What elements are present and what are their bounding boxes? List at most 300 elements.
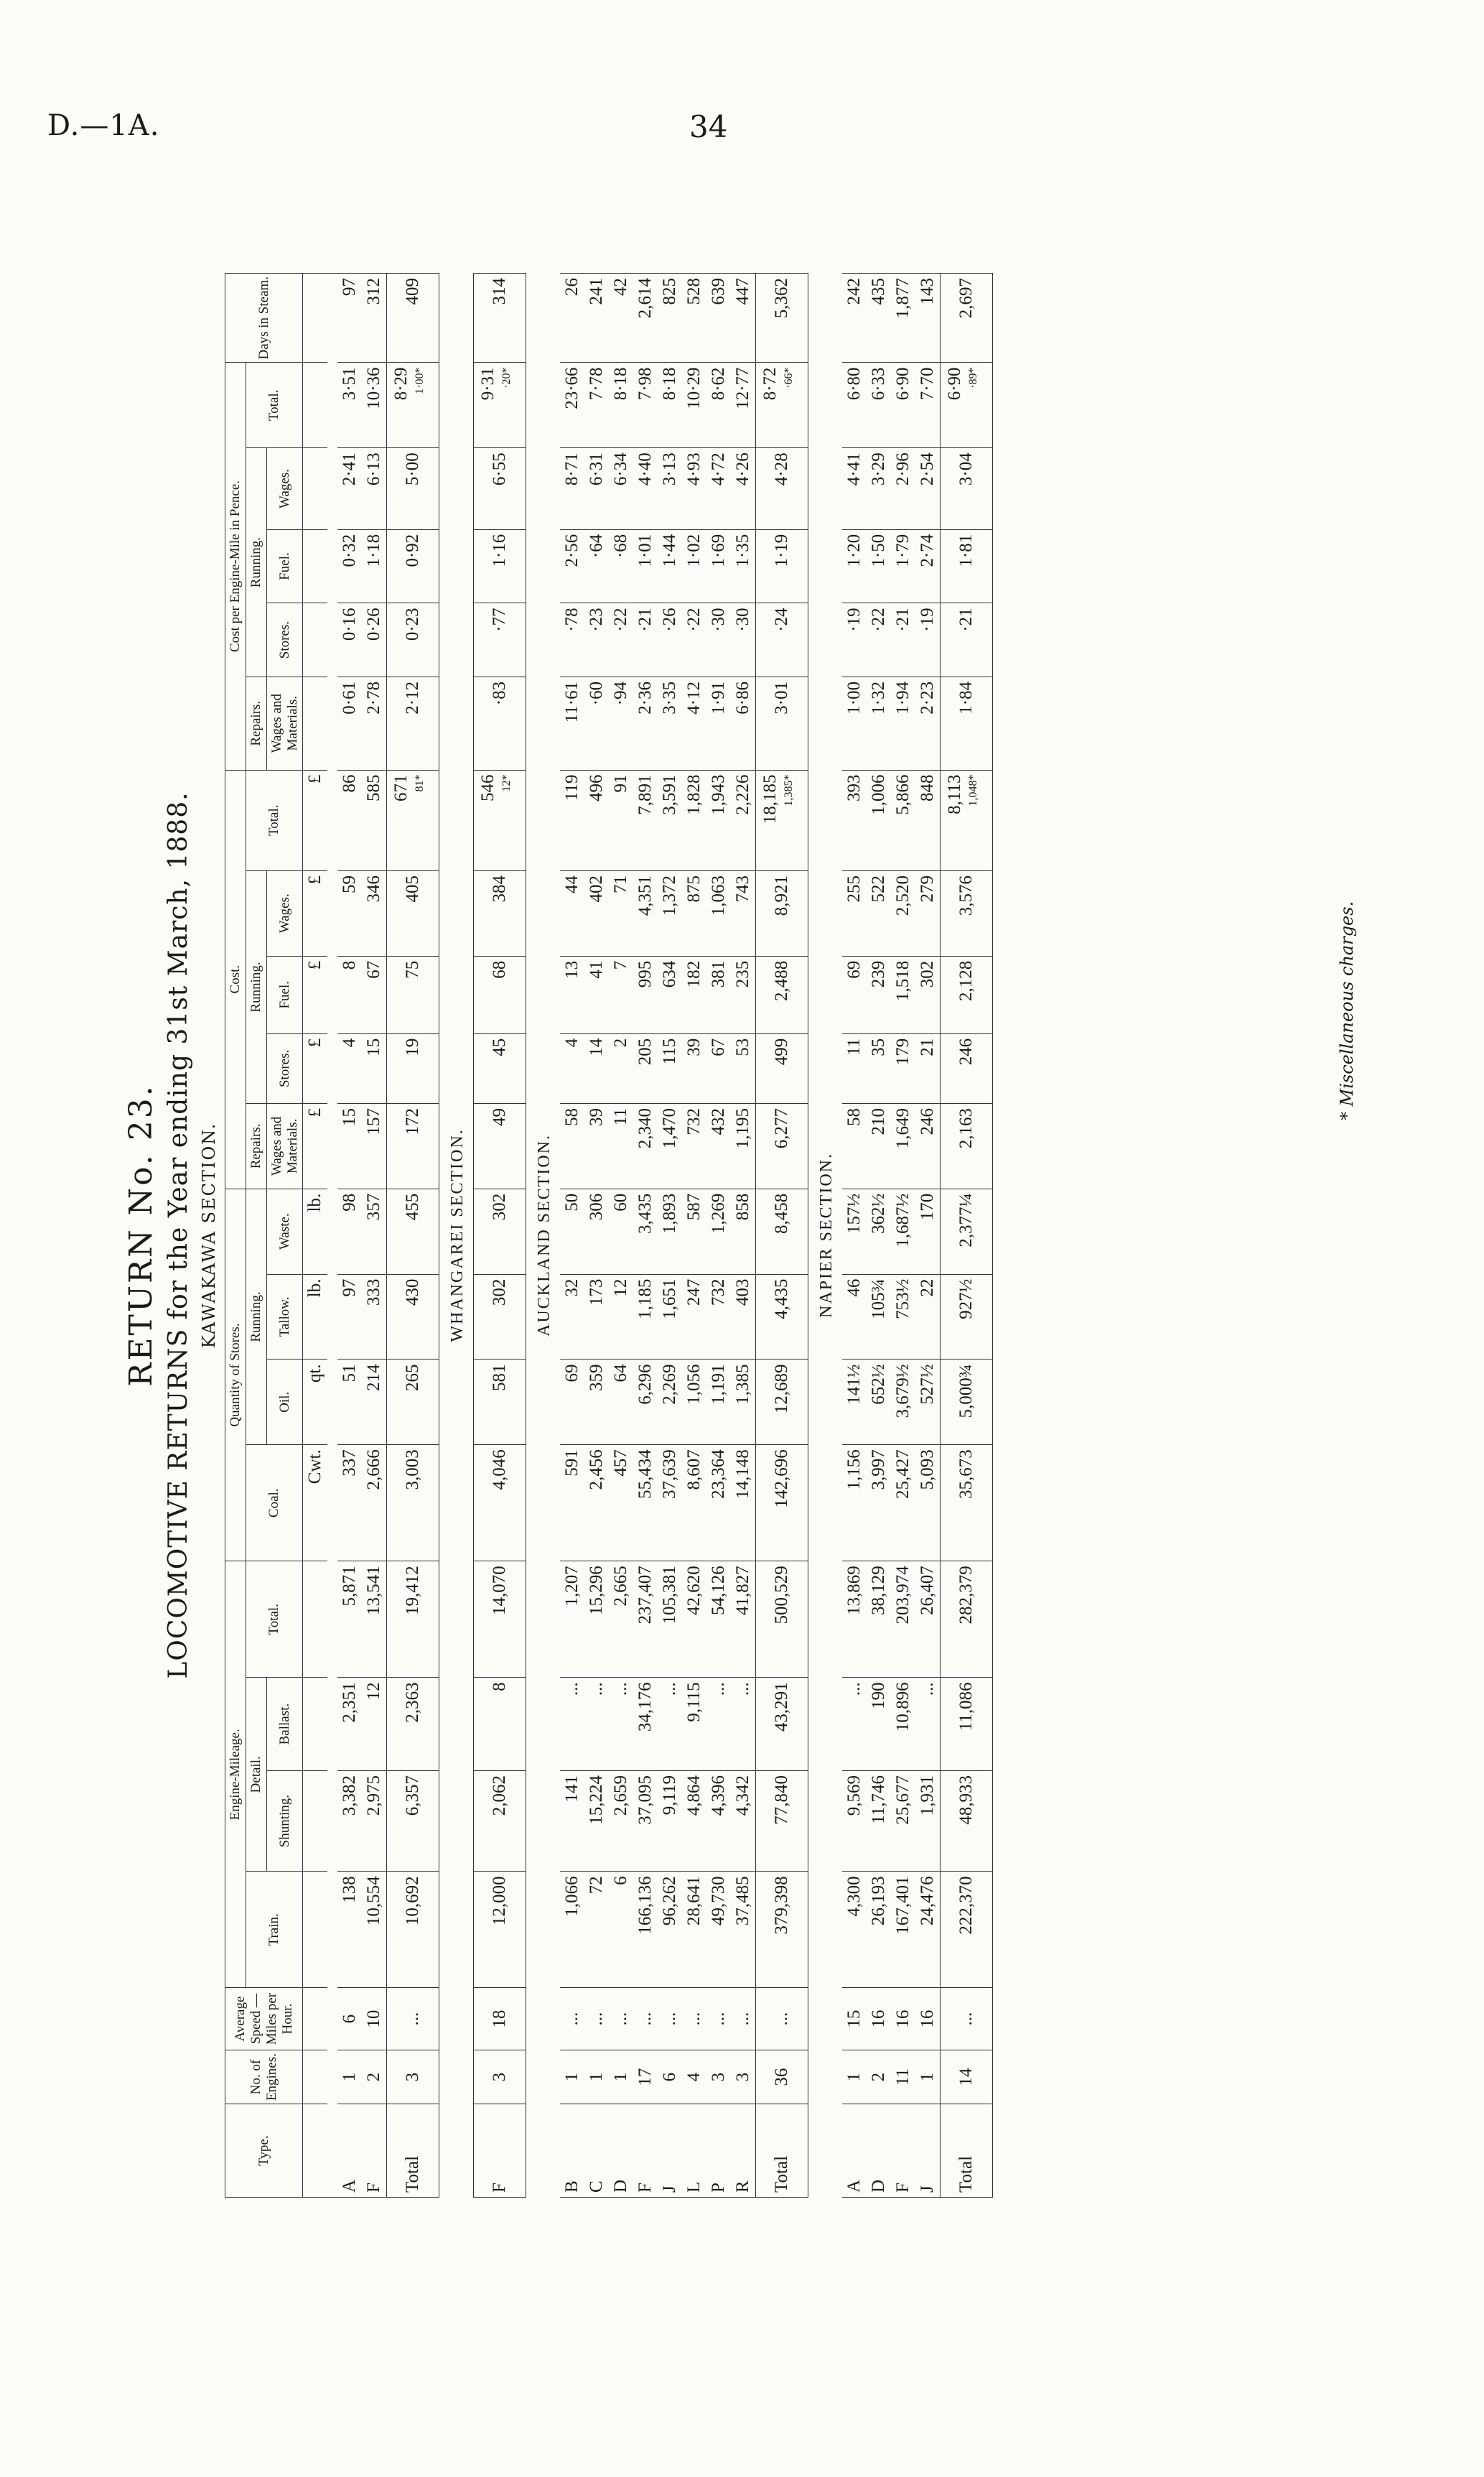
total-cell bbox=[755, 1360, 808, 1445]
data-cell: 2,351 bbox=[337, 1678, 362, 1771]
data-cell: 1·50 bbox=[867, 529, 891, 603]
cost-fuel-header: Fuel. bbox=[266, 956, 303, 1033]
data-cell: 435 bbox=[867, 274, 891, 363]
total-cell bbox=[474, 1274, 526, 1360]
total-value: 302 bbox=[490, 1278, 510, 1306]
total-cell bbox=[755, 1770, 808, 1871]
total-value: 2,697 bbox=[956, 278, 976, 319]
section-title: WHANGAREI SECTION. bbox=[448, 1128, 467, 1342]
data-cell: 4·72 bbox=[706, 448, 731, 529]
data-cell: 26,193 bbox=[867, 1872, 891, 1988]
total-cell bbox=[387, 1103, 439, 1189]
data-cell: 247 bbox=[682, 1274, 706, 1360]
data-cell: 23·66 bbox=[560, 363, 584, 448]
total-value: 8 bbox=[490, 1682, 510, 1691]
data-cell: 167,401 bbox=[891, 1872, 915, 1988]
type-cell: C bbox=[584, 2104, 609, 2198]
data-cell: 91 bbox=[609, 770, 633, 870]
unit-cell: lb. bbox=[303, 1274, 328, 1360]
data-cell: 166,136 bbox=[633, 1872, 658, 1988]
data-cell: 6 bbox=[609, 1872, 633, 1988]
data-cell: 995 bbox=[633, 956, 658, 1033]
total-label bbox=[755, 2104, 808, 2198]
table-row bbox=[362, 274, 387, 2198]
mileage-total-header: Total. bbox=[246, 1561, 303, 1678]
data-cell: 2,975 bbox=[362, 1770, 387, 1871]
data-cell: 71 bbox=[609, 870, 633, 956]
data-cell: 357 bbox=[362, 1189, 387, 1274]
total-value: 1·19 bbox=[771, 534, 791, 567]
data-cell: 2·36 bbox=[633, 677, 658, 770]
data-cell: 4 bbox=[560, 1033, 584, 1103]
total-value: 5·00 bbox=[403, 452, 423, 486]
data-cell: 634 bbox=[658, 956, 682, 1033]
data-cell: 15,296 bbox=[584, 1561, 609, 1678]
total-value: 45 bbox=[490, 1038, 510, 1056]
data-cell: 69 bbox=[842, 956, 867, 1033]
total-cell bbox=[387, 1678, 439, 1771]
data-cell: 1 bbox=[842, 2050, 867, 2104]
type-cell: A bbox=[337, 2104, 362, 2198]
type-cell: P bbox=[706, 2104, 731, 2198]
data-cell: 3,382 bbox=[337, 1770, 362, 1871]
data-cell: 64 bbox=[609, 1360, 633, 1445]
data-cell: 4,342 bbox=[731, 1770, 756, 1871]
total-value: 2,377¼ bbox=[956, 1193, 976, 1247]
total-cell bbox=[474, 770, 526, 870]
unit-cell: Cwt. bbox=[303, 1445, 328, 1561]
data-cell: 1·01 bbox=[633, 529, 658, 603]
data-cell: 16 bbox=[867, 1988, 891, 2050]
data-cell: ·21 bbox=[891, 603, 915, 677]
data-cell: 86 bbox=[337, 770, 362, 870]
total-value: 2,128 bbox=[956, 960, 976, 1002]
total-cell bbox=[474, 870, 526, 956]
total-value: 19 bbox=[403, 1038, 423, 1056]
data-cell: 98 bbox=[337, 1189, 362, 1274]
data-cell: 10 bbox=[362, 1988, 387, 2050]
total-cell bbox=[474, 2050, 526, 2104]
total-cell bbox=[755, 870, 808, 956]
data-cell: 1·69 bbox=[706, 529, 731, 603]
cpm-running-header: Running. bbox=[246, 448, 266, 677]
data-cell: 54,126 bbox=[706, 1561, 731, 1678]
total-cell bbox=[387, 956, 439, 1033]
total-value: 48,933 bbox=[956, 1775, 976, 1825]
data-cell: 49,730 bbox=[706, 1872, 731, 1988]
total-cell bbox=[755, 1274, 808, 1360]
data-cell: ·22 bbox=[682, 603, 706, 677]
data-cell: 2·56 bbox=[560, 529, 584, 603]
data-cell: 17 bbox=[633, 2050, 658, 2104]
total-cell bbox=[387, 529, 439, 603]
data-cell: 182 bbox=[682, 956, 706, 1033]
table-row bbox=[682, 274, 706, 2198]
total-label bbox=[940, 2104, 992, 2198]
total-cell bbox=[940, 1360, 992, 1445]
total-cell bbox=[755, 770, 808, 870]
total-cell bbox=[940, 448, 992, 529]
data-cell: 8·18 bbox=[609, 363, 633, 448]
total-cell bbox=[387, 1360, 439, 1445]
total-value: 455 bbox=[403, 1193, 423, 1221]
data-cell: 4·93 bbox=[682, 448, 706, 529]
total-label bbox=[474, 2104, 526, 2198]
data-cell: 1,195 bbox=[731, 1103, 756, 1189]
data-cell: 1,185 bbox=[633, 1274, 658, 1360]
total-cell bbox=[474, 603, 526, 677]
data-cell: 732 bbox=[682, 1103, 706, 1189]
total-cell bbox=[755, 274, 808, 363]
data-cell: 362½ bbox=[867, 1189, 891, 1274]
unit-cell bbox=[303, 2050, 328, 2104]
total-cell bbox=[474, 448, 526, 529]
data-cell: 1 bbox=[609, 2050, 633, 2104]
data-cell: 58 bbox=[560, 1103, 584, 1189]
data-cell: 10,554 bbox=[362, 1872, 387, 1988]
total-cell bbox=[940, 956, 992, 1033]
data-cell: 403 bbox=[731, 1274, 756, 1360]
total-cell bbox=[474, 529, 526, 603]
data-cell: 235 bbox=[731, 956, 756, 1033]
data-cell: 7,891 bbox=[633, 770, 658, 870]
total-cell bbox=[474, 363, 526, 448]
total-value: 18,185 bbox=[760, 774, 780, 824]
total-value: 302 bbox=[490, 1193, 510, 1221]
data-cell: 37,639 bbox=[658, 1445, 682, 1561]
total-value: 142,696 bbox=[771, 1449, 791, 1508]
data-cell: 6·34 bbox=[609, 448, 633, 529]
section-title-row bbox=[808, 274, 841, 2198]
total-cell bbox=[755, 603, 808, 677]
total-value: ·77 bbox=[490, 608, 510, 632]
data-cell: 16 bbox=[915, 1988, 941, 2050]
unit-cell bbox=[303, 1561, 328, 1678]
misc-charge-pence: ·66* bbox=[782, 367, 795, 389]
total-cell bbox=[387, 603, 439, 677]
data-cell: ... bbox=[731, 1988, 756, 2050]
data-cell: 2,269 bbox=[658, 1360, 682, 1445]
data-cell: 37,095 bbox=[633, 1770, 658, 1871]
data-cell: 10,896 bbox=[891, 1678, 915, 1771]
total-cell bbox=[474, 274, 526, 363]
data-cell: 2,666 bbox=[362, 1445, 387, 1561]
total-value: 0·23 bbox=[403, 608, 423, 641]
data-cell: 14,148 bbox=[731, 1445, 756, 1561]
total-value: 499 bbox=[771, 1038, 791, 1066]
data-cell: 97 bbox=[337, 1274, 362, 1360]
table-row bbox=[609, 274, 633, 2198]
data-cell: 2 bbox=[609, 1033, 633, 1103]
data-cell: 1,518 bbox=[891, 956, 915, 1033]
total-value: 3·01 bbox=[771, 681, 791, 715]
data-cell: 4,300 bbox=[842, 1872, 867, 1988]
data-cell: ·26 bbox=[658, 603, 682, 677]
data-cell: 141 bbox=[560, 1770, 584, 1871]
total-value: 5,362 bbox=[771, 278, 791, 319]
total-cell bbox=[940, 1988, 992, 2050]
total-cell bbox=[387, 1274, 439, 1360]
data-cell: 858 bbox=[731, 1189, 756, 1274]
data-cell: 13,869 bbox=[842, 1561, 867, 1678]
total-cell bbox=[474, 1678, 526, 1771]
data-cell: 457 bbox=[609, 1445, 633, 1561]
data-cell: 1·44 bbox=[658, 529, 682, 603]
data-cell: 4,864 bbox=[682, 1770, 706, 1871]
data-cell: 239 bbox=[867, 956, 891, 1033]
shunting-header: Shunting. bbox=[266, 1770, 303, 1871]
data-cell: 1,372 bbox=[658, 870, 682, 956]
data-cell: 1,056 bbox=[682, 1360, 706, 1445]
total-value: 2,163 bbox=[956, 1107, 976, 1149]
data-cell: 5,093 bbox=[915, 1445, 941, 1561]
total-cell bbox=[755, 1103, 808, 1189]
data-cell: 3 bbox=[731, 2050, 756, 2104]
data-cell: 8,607 bbox=[682, 1445, 706, 1561]
total-value: 379,398 bbox=[771, 1876, 791, 1935]
data-cell: 6·86 bbox=[731, 677, 756, 770]
data-cell: 214 bbox=[362, 1360, 387, 1445]
type-cell: D bbox=[867, 2104, 891, 2198]
total-cell bbox=[474, 1872, 526, 1988]
unit-cell bbox=[303, 1872, 328, 1988]
unit-cell bbox=[303, 603, 328, 677]
total-cell bbox=[755, 1561, 808, 1678]
table-row bbox=[633, 274, 658, 2198]
data-cell: 170 bbox=[915, 1189, 941, 1274]
type-cell: R bbox=[731, 2104, 756, 2198]
data-cell: 393 bbox=[842, 770, 867, 870]
data-cell: 32 bbox=[560, 1274, 584, 1360]
total-cell bbox=[474, 1103, 526, 1189]
days-in-steam-header: Days in Steam. bbox=[225, 274, 303, 363]
data-cell: 4·26 bbox=[731, 448, 756, 529]
total-cell bbox=[387, 1445, 439, 1561]
data-cell: ·22 bbox=[609, 603, 633, 677]
total-row bbox=[755, 274, 808, 2198]
total-value: 10,692 bbox=[403, 1876, 423, 1926]
total-value: 222,370 bbox=[956, 1876, 976, 1935]
data-cell: 1,385 bbox=[731, 1360, 756, 1445]
data-cell: ... bbox=[584, 1678, 609, 1771]
data-cell: ... bbox=[560, 1678, 584, 1771]
data-cell: ·19 bbox=[842, 603, 867, 677]
data-cell: 1,066 bbox=[560, 1872, 584, 1988]
total-value: 3 bbox=[490, 2072, 510, 2082]
repairs-header: Repairs. bbox=[246, 1103, 266, 1189]
unit-cell bbox=[303, 1678, 328, 1771]
avg-speed-header: Average Speed — Miles per Hour. bbox=[225, 1988, 303, 2050]
data-cell: 1,006 bbox=[867, 770, 891, 870]
data-cell: 9,115 bbox=[682, 1678, 706, 1771]
total-cell bbox=[940, 1872, 992, 1988]
data-cell: 3,997 bbox=[867, 1445, 891, 1561]
data-cell: ... bbox=[682, 1988, 706, 2050]
data-cell: ... bbox=[842, 1678, 867, 1771]
cpm-wages-materials-header: Wages and Materials. bbox=[266, 677, 303, 770]
data-cell: ·94 bbox=[609, 677, 633, 770]
total-label bbox=[387, 2104, 439, 2198]
total-value: 4,046 bbox=[490, 1449, 510, 1490]
data-cell: 41,827 bbox=[731, 1561, 756, 1678]
total-value: 6,277 bbox=[771, 1107, 791, 1149]
data-cell: 205 bbox=[633, 1033, 658, 1103]
unit-cell bbox=[303, 2104, 328, 2198]
data-cell: 58 bbox=[842, 1103, 867, 1189]
total-cell bbox=[940, 770, 992, 870]
data-cell: 1,943 bbox=[706, 770, 731, 870]
data-cell: ... bbox=[609, 1678, 633, 1771]
locomotive-returns-table bbox=[225, 273, 993, 2198]
data-cell: ·60 bbox=[584, 677, 609, 770]
data-cell: 1,063 bbox=[706, 870, 731, 956]
data-cell: ·68 bbox=[609, 529, 633, 603]
data-cell: ... bbox=[609, 1988, 633, 2050]
data-cell: 5,866 bbox=[891, 770, 915, 870]
data-cell: 241 bbox=[584, 274, 609, 363]
data-cell: 1·94 bbox=[891, 677, 915, 770]
data-cell: 4·40 bbox=[633, 448, 658, 529]
data-cell: 8 bbox=[337, 956, 362, 1033]
data-cell: 1,931 bbox=[915, 1770, 941, 1871]
data-cell: 3,435 bbox=[633, 1189, 658, 1274]
total-value: Total bbox=[403, 2155, 423, 2193]
data-cell: 157 bbox=[362, 1103, 387, 1189]
total-cell bbox=[474, 677, 526, 770]
rotated-table-sheet bbox=[118, 273, 1109, 2198]
total-cell bbox=[387, 1189, 439, 1274]
type-cell: D bbox=[609, 2104, 633, 2198]
data-cell: ... bbox=[915, 1678, 941, 1771]
data-cell: 13 bbox=[560, 956, 584, 1033]
data-cell: 42 bbox=[609, 274, 633, 363]
table-row bbox=[560, 274, 584, 2198]
data-cell: 1 bbox=[560, 2050, 584, 2104]
type-cell: F bbox=[362, 2104, 387, 2198]
data-cell: 1·20 bbox=[842, 529, 867, 603]
total-value: 172 bbox=[403, 1107, 423, 1135]
data-cell: 3·29 bbox=[867, 448, 891, 529]
data-cell: 3 bbox=[706, 2050, 731, 2104]
total-cell bbox=[755, 2050, 808, 2104]
data-cell: 190 bbox=[867, 1678, 891, 1771]
data-cell: 15,224 bbox=[584, 1770, 609, 1871]
data-cell: 115 bbox=[658, 1033, 682, 1103]
quantity-of-stores-header: Quantity of Stores. bbox=[225, 1189, 246, 1561]
spacer-cell bbox=[327, 274, 337, 2198]
total-cell bbox=[474, 1770, 526, 1871]
cpm-stores-header: Stores. bbox=[266, 603, 303, 677]
total-value: 3 bbox=[403, 2072, 423, 2082]
cost-total-header: Total. bbox=[246, 770, 303, 870]
misc-charge-pence: 1·00* bbox=[414, 367, 426, 394]
data-cell: 59 bbox=[337, 870, 362, 956]
total-cell bbox=[755, 1872, 808, 1988]
type-cell: J bbox=[658, 2104, 682, 2198]
data-cell: 1·00 bbox=[842, 677, 867, 770]
section-title: NAPIER SECTION. bbox=[816, 1153, 836, 1319]
data-cell: 1·32 bbox=[867, 677, 891, 770]
data-cell: 41 bbox=[584, 956, 609, 1033]
cpm-wages-header: Wages. bbox=[266, 448, 303, 529]
data-cell: 11 bbox=[891, 2050, 915, 2104]
data-cell: 587 bbox=[682, 1189, 706, 1274]
data-cell: 50 bbox=[560, 1189, 584, 1274]
data-cell: 4·41 bbox=[842, 448, 867, 529]
data-cell: 67 bbox=[362, 956, 387, 1033]
cost-per-mile-header: Cost per Engine-Mile in Pence. bbox=[225, 363, 246, 770]
data-cell: 8·71 bbox=[560, 448, 584, 529]
total-value: 3·04 bbox=[956, 452, 976, 486]
data-cell: 44 bbox=[560, 870, 584, 956]
data-cell: 1 bbox=[584, 2050, 609, 2104]
total-cell bbox=[940, 870, 992, 956]
type-cell: L bbox=[682, 2104, 706, 2198]
unit-cell bbox=[303, 363, 328, 448]
type-cell: F bbox=[633, 2104, 658, 2198]
data-cell: 22 bbox=[915, 1274, 941, 1360]
total-value: 1·84 bbox=[956, 681, 976, 715]
total-value: 6,357 bbox=[403, 1775, 423, 1816]
coal-header: Coal. bbox=[246, 1445, 303, 1561]
total-value: 8·72 bbox=[760, 367, 780, 401]
total-value: 49 bbox=[490, 1107, 510, 1126]
total-value: 927½ bbox=[956, 1278, 976, 1319]
data-cell: 3·51 bbox=[337, 363, 362, 448]
data-cell: 42,620 bbox=[682, 1561, 706, 1678]
cost-header: Cost. bbox=[225, 770, 246, 1189]
data-cell: 2,665 bbox=[609, 1561, 633, 1678]
data-cell: 179 bbox=[891, 1033, 915, 1103]
data-cell: 2·96 bbox=[891, 448, 915, 529]
table-row bbox=[584, 274, 609, 2198]
data-cell: 2,614 bbox=[633, 274, 658, 363]
data-cell: 10·29 bbox=[682, 363, 706, 448]
data-cell: 28,641 bbox=[682, 1872, 706, 1988]
data-cell: 496 bbox=[584, 770, 609, 870]
data-cell: 12 bbox=[609, 1274, 633, 1360]
total-value: 36 bbox=[771, 2068, 791, 2086]
data-cell: 875 bbox=[682, 870, 706, 956]
engine-mileage-header: Engine-Mileage. bbox=[225, 1561, 246, 1988]
repairs-wages-header: Wages and Materials. bbox=[266, 1103, 303, 1189]
total-cell bbox=[387, 363, 439, 448]
total-value: 1·16 bbox=[490, 534, 510, 567]
unit-cell: lb. bbox=[303, 1189, 328, 1274]
data-cell: 346 bbox=[362, 870, 387, 956]
data-cell: 1·91 bbox=[706, 677, 731, 770]
total-cell bbox=[474, 1988, 526, 2050]
data-cell: 2·23 bbox=[915, 677, 941, 770]
data-cell: 21 bbox=[915, 1033, 941, 1103]
total-cell bbox=[387, 870, 439, 956]
total-value: ·21 bbox=[956, 608, 976, 632]
data-cell: ... bbox=[706, 1678, 731, 1771]
total-value: ... bbox=[956, 2012, 976, 2026]
total-value: 2,062 bbox=[490, 1775, 510, 1816]
misc-charge-cost: 1,048* bbox=[966, 774, 979, 807]
misc-charge-pence: ·89* bbox=[966, 367, 979, 389]
total-value: Total bbox=[771, 2155, 791, 2193]
data-cell: ·78 bbox=[560, 603, 584, 677]
data-cell: 138 bbox=[337, 1872, 362, 1988]
data-cell: 447 bbox=[731, 274, 756, 363]
data-cell: 4 bbox=[337, 1033, 362, 1103]
table-row bbox=[706, 274, 731, 2198]
data-cell: 732 bbox=[706, 1274, 731, 1360]
type-cell: F bbox=[891, 2104, 915, 2198]
total-value: 43,291 bbox=[771, 1682, 791, 1732]
